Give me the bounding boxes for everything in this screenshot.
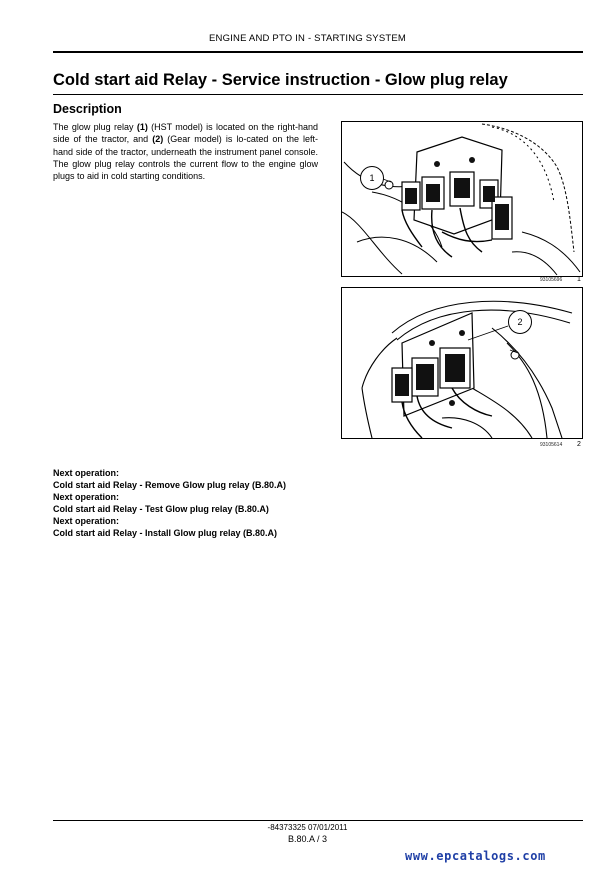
next-operation-label: Next operation: xyxy=(53,516,120,527)
watermark: www.epcatalogs.com xyxy=(405,849,546,863)
figure-1-image xyxy=(341,121,583,277)
description-ref-2: (2) xyxy=(152,134,164,145)
next-operation-label: Next operation: xyxy=(53,468,120,478)
next-operation-link[interactable]: Cold start aid Relay - Install Glow plug relay (B.80.A) xyxy=(53,528,278,539)
footer-rule xyxy=(53,820,583,821)
header-rule-top xyxy=(53,51,583,53)
figure-2-code: 93105614 xyxy=(540,442,563,448)
description-text-2: (HST model) is located on the right-hand side of the tractor, and xyxy=(53,122,318,145)
figure-1-illustration xyxy=(342,122,582,276)
page-header-title: ENGINE AND PTO IN - STARTING SYSTEM xyxy=(208,33,407,44)
description-ref-1: (1) xyxy=(136,122,148,132)
footer-document-id: -84373325 07/01/2011 xyxy=(267,823,348,832)
section-heading: Description xyxy=(53,102,122,116)
next-operation-link[interactable]: Cold start aid Relay - Test Glow plug relay (B.80.A) xyxy=(53,504,269,515)
next-operation-link[interactable]: Cold start aid Relay - Remove Glow plug relay (B.80.A) xyxy=(53,480,287,491)
figure-1-code: 93105696 xyxy=(540,277,563,283)
description-text-1: The glow plug relay xyxy=(53,122,137,132)
description-text-3: (Gear model) is lo-cated on the left-hand side of the tractor, underneath the instrument panel console. The glow plug relay controls the current flow to the engine glow plugs to aid in cold starting conditions. xyxy=(53,134,318,182)
page-title: Cold start aid Relay - Service instruction - Glow plug relay xyxy=(53,71,508,89)
figure-2-number: 2 xyxy=(577,441,581,448)
figure-2-image xyxy=(341,287,583,439)
figure-1-number: 1 xyxy=(577,276,581,283)
next-operation-label: Next operation: xyxy=(53,492,120,503)
figure-1-callout: 1 xyxy=(360,166,384,190)
description-paragraph xyxy=(53,121,318,182)
figure-2-callout: 2 xyxy=(508,310,532,334)
next-operations xyxy=(53,467,286,540)
footer-page-number: B.80.A / 3 xyxy=(287,834,328,844)
header-rule-bottom xyxy=(53,94,583,95)
figure-2-illustration xyxy=(342,288,582,438)
